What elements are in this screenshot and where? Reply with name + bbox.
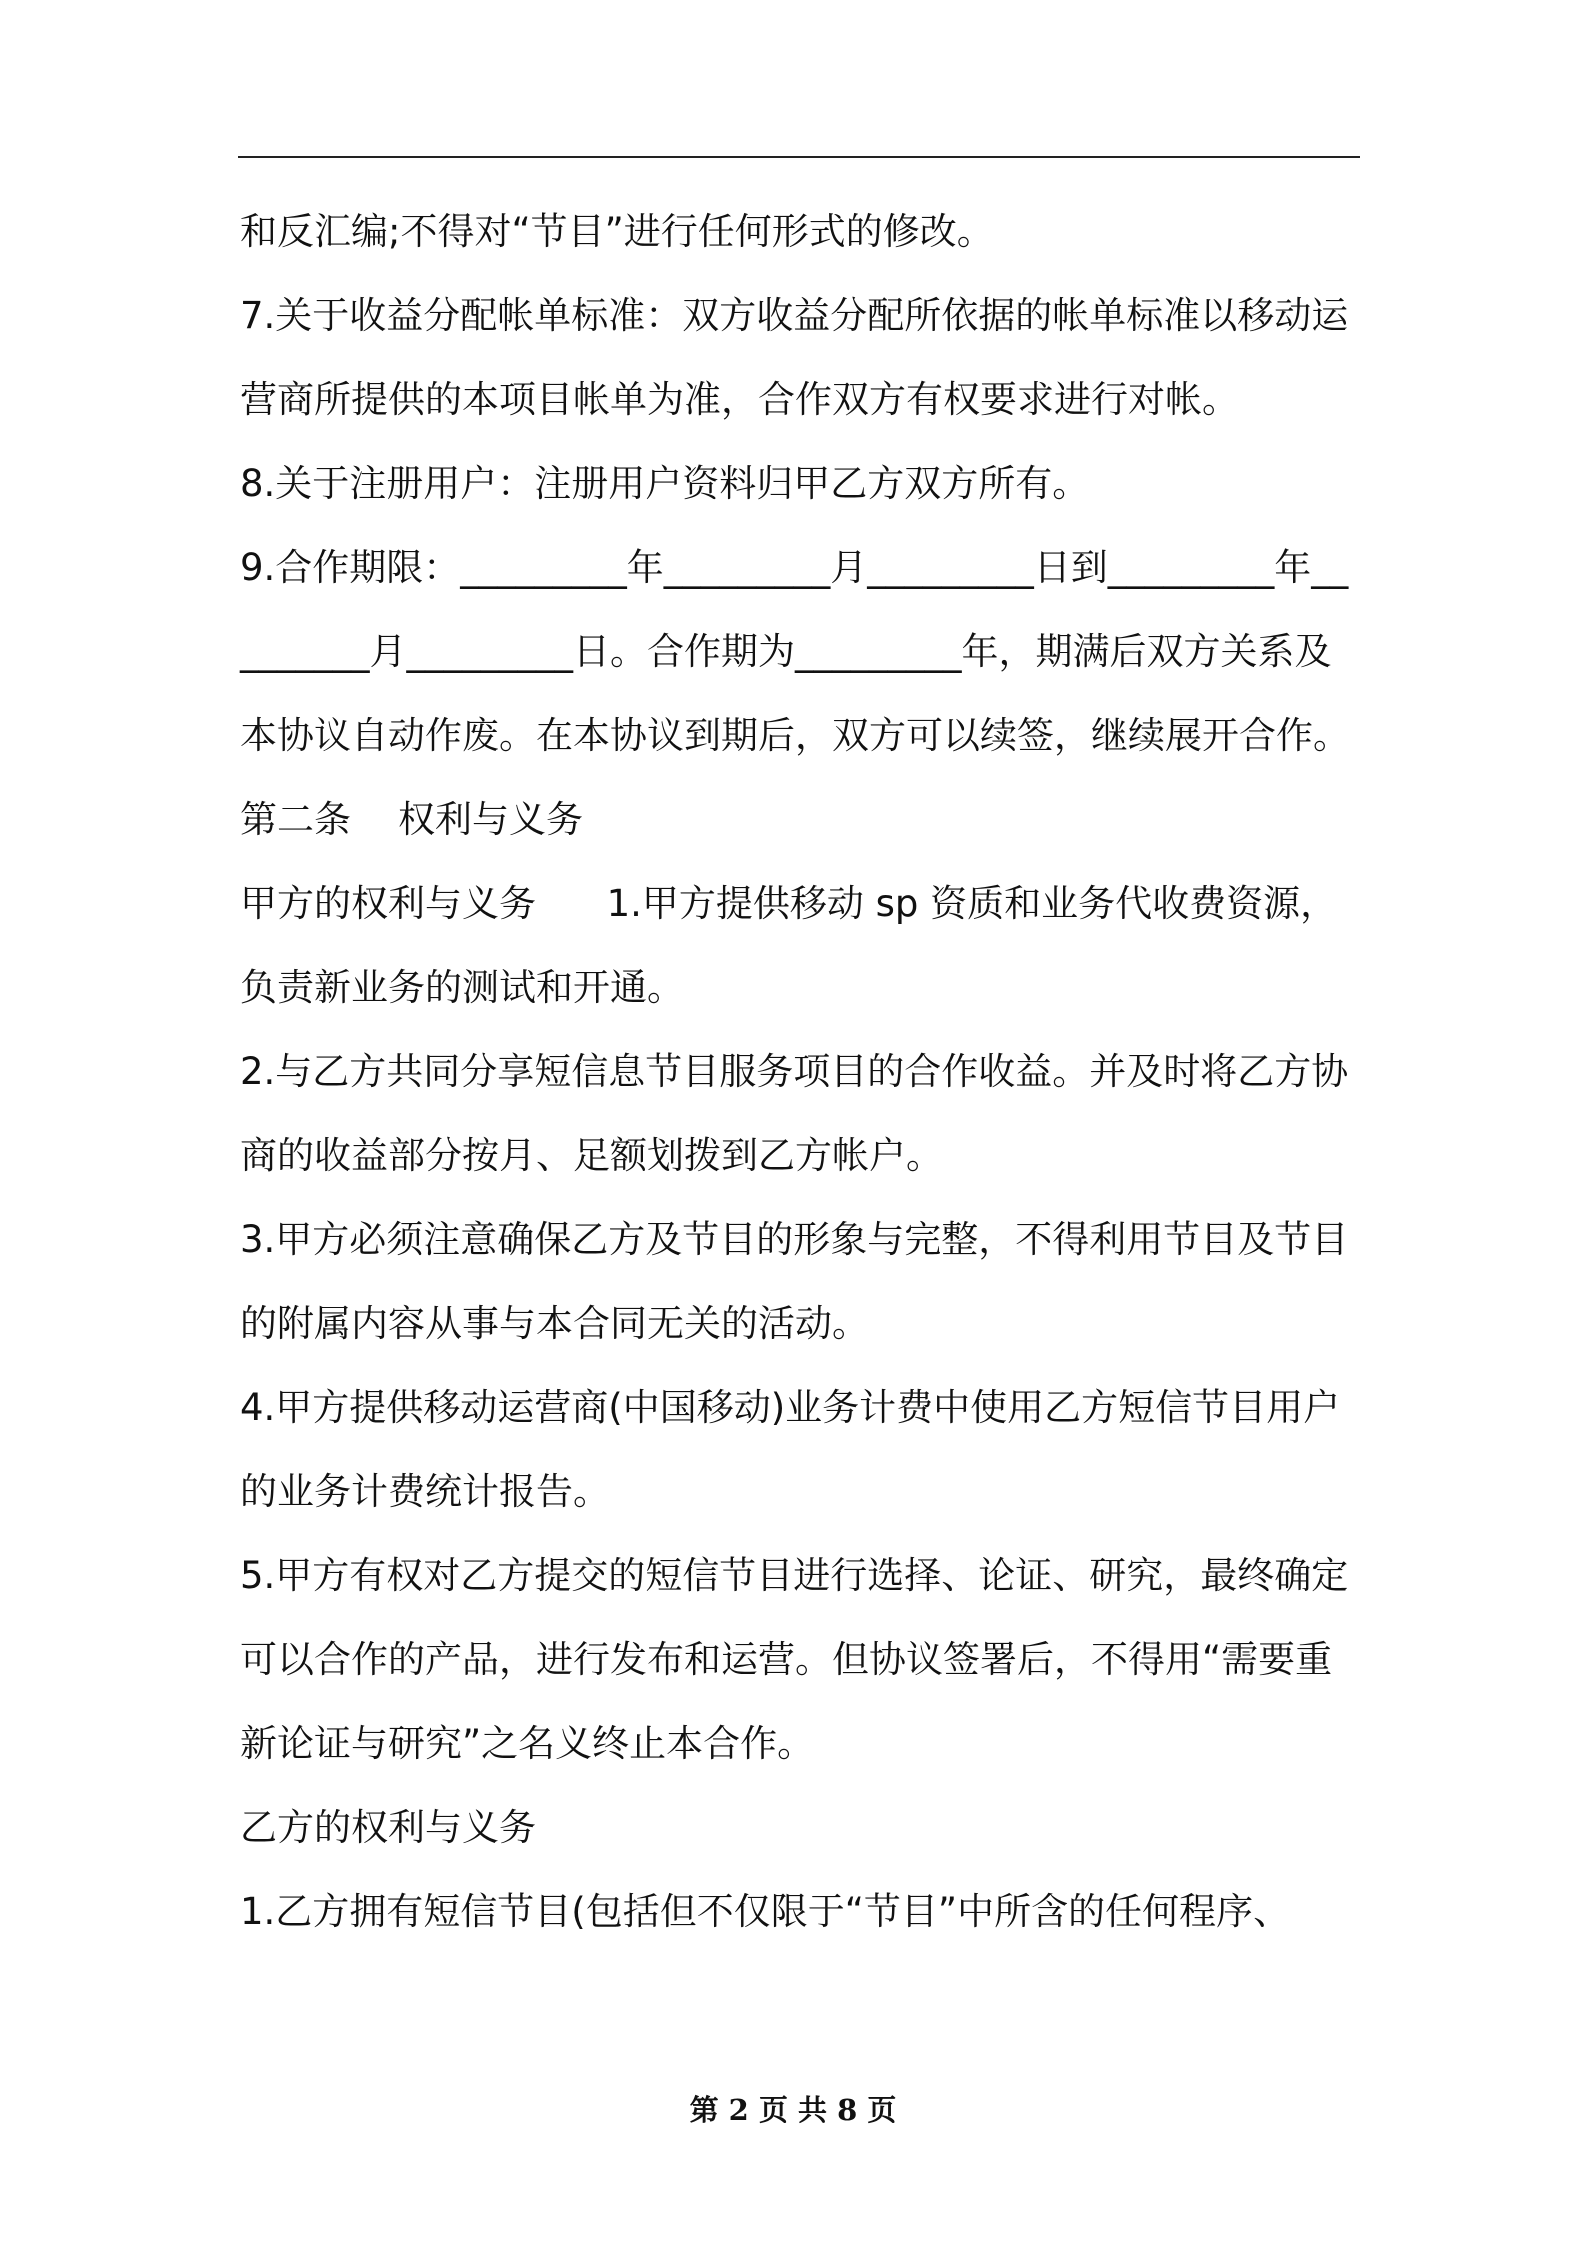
clause-9-cooperation-term: 9.合作期限：_________年_________月_________日到_________年_________月_________日。合作期为_________年，期满后双方关系及本协议自动作废。在本协议到期后，双方可以续签，继续展开合作。 — [240, 546, 1350, 757]
article-2-heading: 第二条 权利与义务 — [240, 798, 584, 841]
header-rule — [238, 156, 1360, 158]
party-b-clause-1: 1.乙方拥有短信节目(包括但不仅限于“节目”中所含的任何程序、 — [240, 1890, 1291, 1933]
party-a-clause-5: 5.甲方有权对乙方提交的短信节目进行选择、论证、研究，最终确定可以合作的产品，进行发布和运营。但协议签署后，不得用“需要重新论证与研究”之名义终止本合作。 — [240, 1554, 1349, 1765]
clause-7-billing-standard: 7.关于收益分配帐单标准：双方收益分配所依据的帐单标准以移动运营商所提供的本项目帐单为准，合作双方有权要求进行对帐。 — [240, 294, 1349, 421]
paragraph-continuation: 和反汇编;不得对“节目”进行任何形式的修改。 — [240, 210, 994, 253]
clause-8-registered-users: 8.关于注册用户：注册用户资料归甲乙方双方所有。 — [240, 462, 1090, 505]
party-b-rights-heading: 乙方的权利与义务 — [240, 1806, 536, 1849]
document-body — [240, 190, 1362, 1954]
party-a-rights-clause-1: 甲方的权利与义务 1.甲方提供移动 sp 资质和业务代收费资源，负责新业务的测试和开通。 — [240, 882, 1338, 1009]
party-a-clause-2: 2.与乙方共同分享短信息节目服务项目的合作收益。并及时将乙方协商的收益部分按月、足额划拨到乙方帐户。 — [240, 1050, 1349, 1177]
page-number-footer: 第 2 页 共 8 页 — [689, 2093, 897, 2127]
party-a-clause-4: 4.甲方提供移动运营商(中国移动)业务计费中使用乙方短信节目用户的业务计费统计报告。 — [240, 1386, 1341, 1513]
party-a-clause-3: 3.甲方必须注意确保乙方及节目的形象与完整，不得利用节目及节目的附属内容从事与本合同无关的活动。 — [240, 1218, 1349, 1345]
